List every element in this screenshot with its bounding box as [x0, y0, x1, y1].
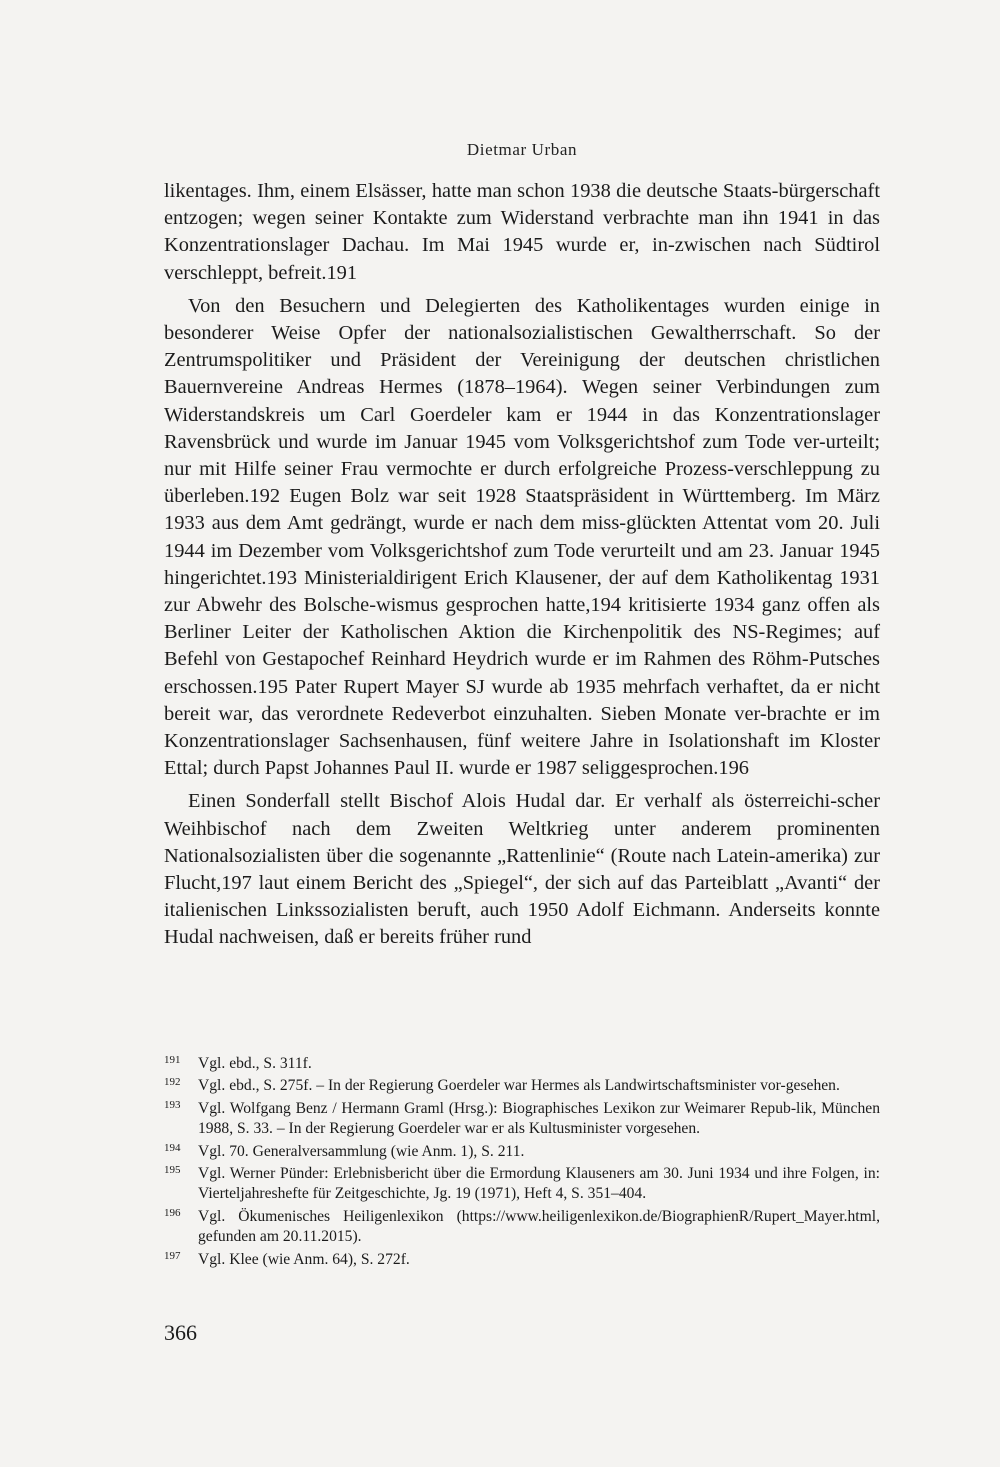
- footnote-text: Vgl. Wolfgang Benz / Hermann Graml (Hrsg.): Biographisches Lexikon zur Weimarer Repub-lik, München 1988, S. 33. – In der Regierung Goerdeler war er als Kultusminister vorgesehen.: [198, 1099, 880, 1138]
- footnote-text: Vgl. Ökumenisches Heiligenlexikon (https://www.heiligenlexikon.de/BiographienR/Rupert_Mayer.html, gefunden am 20.11.2015).: [198, 1207, 880, 1246]
- footnote: [164, 1164, 880, 1205]
- footnote-text: Vgl. Werner Pünder: Erlebnisbericht über die Ermordung Klauseners am 30. Juni 1934 und ihre Folgen, in: Vierteljahreshefte für Zeitgeschichte, Jg. 19 (1971), Heft 4, S. 351–404.: [198, 1165, 880, 1203]
- footnote: [164, 1207, 880, 1248]
- footnote-number: 197: [164, 1249, 181, 1262]
- footnote-number: 195: [164, 1164, 181, 1177]
- footnotes: [164, 1054, 880, 1272]
- footnote-number: 194: [164, 1141, 181, 1154]
- footnote-number: 196: [164, 1206, 181, 1219]
- footnote-number: 193: [164, 1098, 181, 1111]
- footnote-text: Vgl. 70. Generalversammlung (wie Anm. 1), S. 211.: [198, 1142, 525, 1160]
- footnote: [164, 1250, 880, 1270]
- footnote-text: Vgl. ebd., S. 275f. – In der Regierung Goerdeler war Hermes als Landwirtschaftsminister vor-gesehen.: [198, 1077, 840, 1095]
- paragraph: Von den Besuchern und Delegierten des Katholikentages wurden einige in besonderer Weise Opfer der nationalsozialistischen Gewaltherrschaft. So der Zentrumspolitiker und Präsident der Vereinigung der deutschen christlichen Bauernvereine Andreas Hermes (1878–1964). Wegen seiner Verbindungen zum Widerstandskreis um Carl Goerdeler kam er 1944 in das Konzentrationslager Ravensbrück und wurde im Januar 1945 vom Volksgerichtshof zum Tode ver-urteilt; nur mit Hilfe seiner Frau vermochte er durch erfolgreiche Prozess-verschleppung zu überleben.192 Eugen Bolz war seit 1928 Staatspräsident in Württemberg. Im März 1933 aus dem Amt gedrängt, wurde er nach dem miss-glückten Attentat vom 20. Juli 1944 im Dezember vom Volksgerichtshof zum Tode verurteilt und am 23. Januar 1945 hingerichtet.193 Ministerialdirigent Erich Klausener, der auf dem Katholikentag 1931 zur Abwehr des Bolsche-wismus gesprochen hatte,194 kritisierte 1934 ganz offen als Berliner Leiter der Katholischen Aktion die Kirchenpolitik des NS-Regimes; auf Befehl von Gestapochef Reinhard Heydrich wurde er im Rahmen des Röhm-Putsches erschossen.195 Pater Rupert Mayer SJ wurde ab 1935 mehrfach verhaftet, da er nicht bereit war, das verordnete Redeverbot einzuhalten. Sieben Monate ver-brachte er im Konzentrationslager Sachsenhausen, fünf weitere Jahre in Isolationshaft im Kloster Ettal; durch Papst Johannes Paul II. wurde er 1987 seliggesprochen.196: [164, 294, 880, 780]
- footnote-text: Vgl. Klee (wie Anm. 64), S. 272f.: [198, 1250, 410, 1268]
- footnote: [164, 1099, 880, 1140]
- body-text: [164, 178, 880, 952]
- running-head: Dietmar Urban: [466, 140, 578, 159]
- page-number: 366: [164, 1320, 197, 1345]
- paragraph: Einen Sonderfall stellt Bischof Alois Hudal dar. Er verhalf als österreichi-scher Weihbischof nach dem Zweiten Weltkrieg unter anderem prominenten Nationalsozialisten über die sogenannte „Rattenlinie“ (Route nach Latein-amerika) zur Flucht,197 laut einem Bericht des „Spiegel“, der sich auf das Parteiblatt „Avanti“ der italienischen Linkssozialisten beruft, auch 1950 Adolf Eichmann. Anderseits konnte Hudal nachweisen, daß er bereits früher rund: [164, 790, 880, 949]
- footnote-number: 191: [164, 1054, 181, 1066]
- paragraph: likentages. Ihm, einem Elsässer, hatte man schon 1938 die deutsche Staats-bürgerschaft entzogen; wegen seiner Kontakte zum Widerstand verbrachte man ihn 1941 in das Konzentrationslager Dachau. Im Mai 1945 wurde er, in-zwischen nach Südtirol verschleppt, befreit.191: [164, 180, 880, 284]
- footnote: [164, 1076, 880, 1096]
- footnote-number: 192: [164, 1076, 181, 1089]
- footnote: [164, 1142, 880, 1162]
- footnote: [164, 1054, 880, 1074]
- footnote-text: Vgl. ebd., S. 311f.: [198, 1055, 312, 1072]
